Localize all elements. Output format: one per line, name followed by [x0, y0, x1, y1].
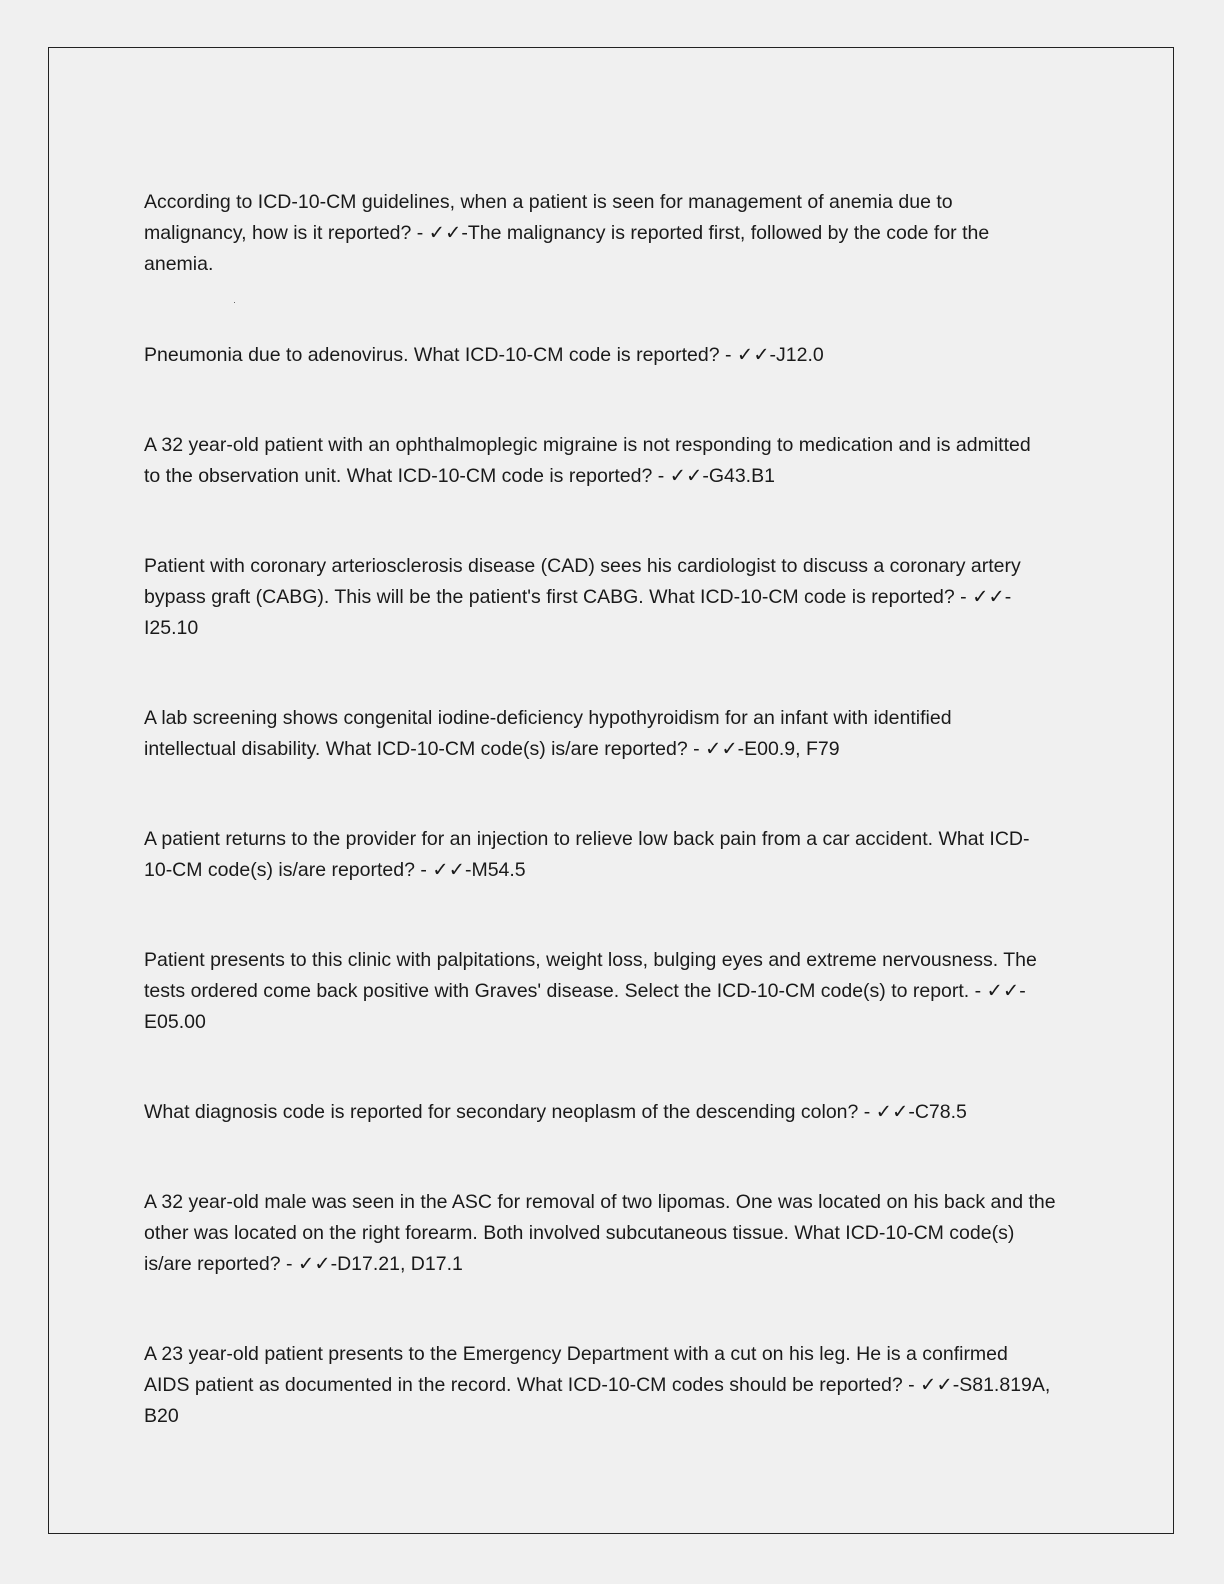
qa-item-7: Patient presents to this clinic with palpitations, weight loss, bulging eyes and extreme nervousness. The tests ordered come back positive with Graves' disease. Select the ICD-10-CM code(s) to report. - ✓✓- E05.00	[144, 949, 1037, 1033]
qa-item-4: Patient with coronary arteriosclerosis disease (CAD) sees his cardiologist to discuss a coronary artery bypass graft (CABG). This will be the patient's first CABG. What ICD-10-CM code is reported? - ✓✓- I25.10	[144, 555, 1021, 639]
qa-item-6: A patient returns to the provider for an injection to relieve low back pain from a car accident. What ICD- 10-CM code(s) is/are reported? - ✓✓-M54.5	[144, 828, 1030, 881]
qa-item-10: A 23 year-old patient presents to the Emergency Department with a cut on his leg. He is a confirmed AIDS patient as documented in the record. What ICD-10-CM codes should be reported? - ✓✓-S81.819A, B20	[144, 1343, 1051, 1427]
qa-item-3: A 32 year-old patient with an ophthalmoplegic migraine is not responding to medication and is admitted to the observation unit. What ICD-10-CM code is reported? - ✓✓-G43.B1	[144, 434, 1031, 487]
qa-item-1: According to ICD-10-CM guidelines, when a patient is seen for management of anemia due to malignancy, how is it reported? - ✓✓-The malignancy is reported first, followed by the code for the anemia.	[144, 191, 990, 275]
document-body	[144, 187, 1089, 1432]
qa-item-8: What diagnosis code is reported for secondary neoplasm of the descending colon? - ✓✓-C78.5	[144, 1101, 967, 1123]
qa-item-5: A lab screening shows congenital iodine-deficiency hypothyroidism for an infant with identified intellectual disability. What ICD-10-CM code(s) is/are reported? - ✓✓-E00.9, F79	[144, 707, 952, 760]
qa-item-9: A 32 year-old male was seen in the ASC for removal of two lipomas. One was located on his back and the other was located on the right forearm. Both involved subcutaneous tissue. What ICD-10-CM code(s) is/are reported? - ✓✓-D17.21, D17.1	[144, 1191, 1056, 1275]
qa-item-2: Pneumonia due to adenovirus. What ICD-10-CM code is reported? - ✓✓-J12.0	[144, 344, 824, 366]
